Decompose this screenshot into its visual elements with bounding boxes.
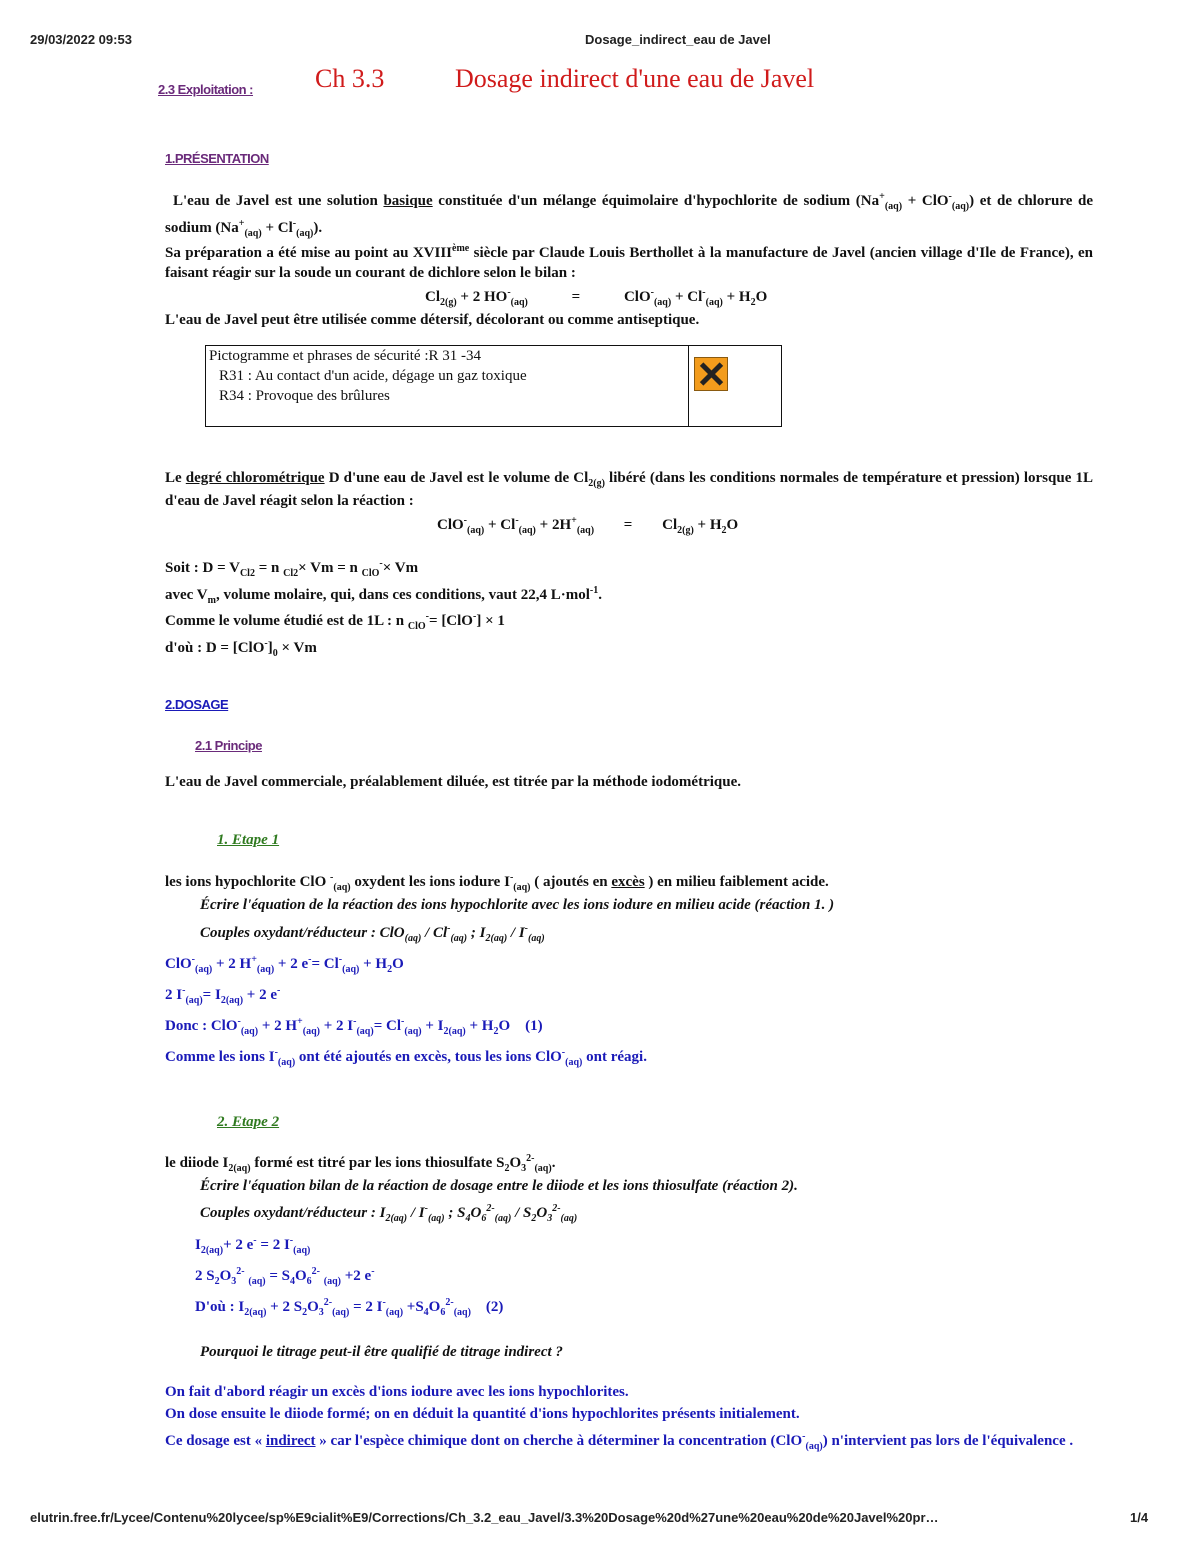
- etape2-question: Écrire l'équation bilan de la réaction de dosage entre le diiode et les ions thiosulfate (réaction 2).: [200, 1178, 798, 1194]
- chapter-number: Ch 3.3: [315, 64, 385, 93]
- etape1-question: Écrire l'équation de la réaction des ions hypochlorite avec les ions iodure en milieu acide (réaction 1. ): [200, 897, 835, 913]
- etape2-heading: 2. Etape 2: [217, 1114, 280, 1130]
- etape1-couples: Couples oxydant/réducteur : $ClO_{(aq)} / Cl^-_{(aq)}$ ; $I_{2(aq)} / I^-_{(aq)}$: [200, 923, 545, 944]
- harmful-x-icon: [694, 357, 728, 391]
- half-equation-clo: ClO-$_{(aq)}$ + 2 $H^+_{(aq)} + 2$ $e^-= Cl^-_{(aq)} + H_2O$: [165, 954, 404, 975]
- etape2-couples: Couples oxydant/réducteur : $I_{2(aq)} / I^-_{(aq)}$ ; $S_4O_6^{2-}_{(aq)} / S_2O_3^{2-}_{(aq)}$: [200, 1203, 578, 1224]
- answer-line-2: On dose ensuite le diiode formé; on en déduit la quantité d'ions hypochlorites présents initialement.: [165, 1406, 800, 1422]
- paragraph-degre: Le degré chlorométrique D d'une eau de Javel est le volume de $Cl_{2(g)}$ libéré (dans les conditions normales de température et pression) lorsque 1L d'eau de Javel réagit selon la réaction :: [165, 470, 1093, 509]
- etape1-heading: 1. Etape 1: [217, 832, 280, 848]
- section-dosage-heading: 2.DOSAGE: [165, 697, 229, 712]
- answer-line-3: Ce dosage est « indirect » car l'espèce chimique dont on cherche à déterminer la concentration (ClO-$_{(aq)}$) n'intervient pas lors de l'équivalence .: [165, 1431, 1074, 1452]
- exploitation-label: 2.3 Exploitation :: [158, 82, 254, 97]
- equation-chlore-libere: $ClO^-_{(aq)} + Cl^-_{(aq)} + 2H^+_{(aq)} = Cl_{2(g)} + H_2O$: [437, 515, 739, 536]
- paragraph-usage: L'eau de Javel peut être utilisée comme détersif, décolorant ou comme antiseptique.: [165, 312, 700, 328]
- half-equation-iodure: 2 $I^-_{(aq)}= I_{2(aq)} + 2$ e-: [165, 985, 281, 1006]
- paragraph-principe: L'eau de Javel commerciale, préalablement diluée, est titrée par la méthode iodométrique.: [165, 774, 741, 790]
- etape2-text: le diiode $I_{2(aq)}$ formé est titré par les ions thiosulfate $S_2O_3^{2-}_{(aq)}$.: [165, 1153, 556, 1174]
- safety-r31: R31 : Au contact d'un acide, dégage un gaz toxique: [219, 368, 527, 384]
- page-title: Dosage indirect d'une eau de Javel: [455, 64, 815, 93]
- equation-reaction-2: D'où : $I_{2(aq)} + 2$ $S_2O_3^{2-}_{(aq)} = 2$ $I^-_{(aq)} +S_4O_6^{2-}_{(aq)}$ (2): [195, 1297, 504, 1318]
- formula-soit: Soit : $D = V_{Cl2} = n$ $_{Cl2}$× Vm = n $_{ClO}$-× Vm: [165, 558, 419, 579]
- half-equation-diiode: $I_{2(aq)}+ 2$ e- = 2 $I^-_{(aq)}$: [195, 1235, 311, 1256]
- safety-r34: R34 : Provoque des brûlures: [219, 388, 390, 404]
- formula-avec: avec $V_m$, volume molaire, qui, dans ces conditions, vaut 22,4 L·mol$^{-1}$.: [165, 585, 603, 606]
- section-presentation-heading: 1.PRÉSENTATION: [165, 151, 269, 166]
- safety-title: Pictogramme et phrases de sécurité :R 31 -34: [209, 348, 482, 364]
- etape1-text: les ions hypochlorite ClO -$_{(aq)}$ oxydent les ions iodure $I^-_{(aq)}$ ( ajoutés en excès ) en milieu faiblement acide.: [165, 872, 829, 893]
- safety-text-cell: [206, 346, 689, 426]
- conclusion-etape1: Comme les ions $I^-_{(aq)}$ ont été ajoutés en excès, tous les ions ClO-$_{(aq)}$ ont réagi.: [165, 1047, 647, 1068]
- paragraph-definition: L'eau de Javel est une solution basique constituée d'un mélange équimolaire d'hypochlorite de sodium $(Na^+_{(aq)} + ClO^-_{(aq)})$ et de chlorure de sodium $(Na^+_{(aq)} + Cl^-_{(aq)})$.: [165, 191, 1094, 239]
- header-doc-title: Dosage_indirect_eau de Javel: [585, 32, 771, 47]
- equation-dichlore-soude: $Cl_{2(g)} + 2$ $HO^-_{(aq)} = ClO^-_{(aq)} + Cl^-_{(aq)} + H_2O$: [425, 287, 768, 308]
- footer-url: elutrin.free.fr/Lycee/Contenu%20lycee/sp%E9cialit%E9/Corrections/Ch_3.2_eau_Javel/3.3%20Dosage%20d%27une%20eau%20de%20Javel%20pr…: [30, 1510, 939, 1525]
- header-datetime: 29/03/2022 09:53: [30, 32, 132, 47]
- half-equation-thiosulfate: 2 $S_2O_3^{2-}$ $_{(aq)} = S_4O_6^{2-}$ $_{(aq)}$ +2 e-: [195, 1266, 375, 1287]
- formula-dou: d'où : $D = [ClO^-]_0 \times Vm$: [165, 638, 317, 659]
- footer-page-number: 1/4: [1130, 1510, 1149, 1525]
- answer-line-1: On fait d'abord réagir un excès d'ions iodure avec les ions hypochlorites.: [165, 1384, 629, 1400]
- section-principe-heading: 2.1 Principe: [195, 738, 262, 753]
- equation-reaction-1: Donc : ClO-$_{(aq)}$ + 2 $H^+_{(aq)} + 2$ $I^-_{(aq)}= Cl^-_{(aq)} + I_{2(aq)} + H_2O$ (1): [165, 1016, 543, 1037]
- paragraph-preparation: Sa préparation a été mise au point au XVIIIème siècle par Claude Louis Berthollet à la manufacture de Javel (ancien village d'Ile de France), en faisant réagir sur la soude un courant de dichlore selon le bilan :: [165, 243, 1093, 281]
- formula-comme: Comme le volume étudié est de 1L : n $_{ClO}$-= [ClO-] × 1: [165, 611, 505, 632]
- question-titrage-indirect: Pourquoi le titrage peut-il être qualifié de titrage indirect ?: [200, 1344, 563, 1360]
